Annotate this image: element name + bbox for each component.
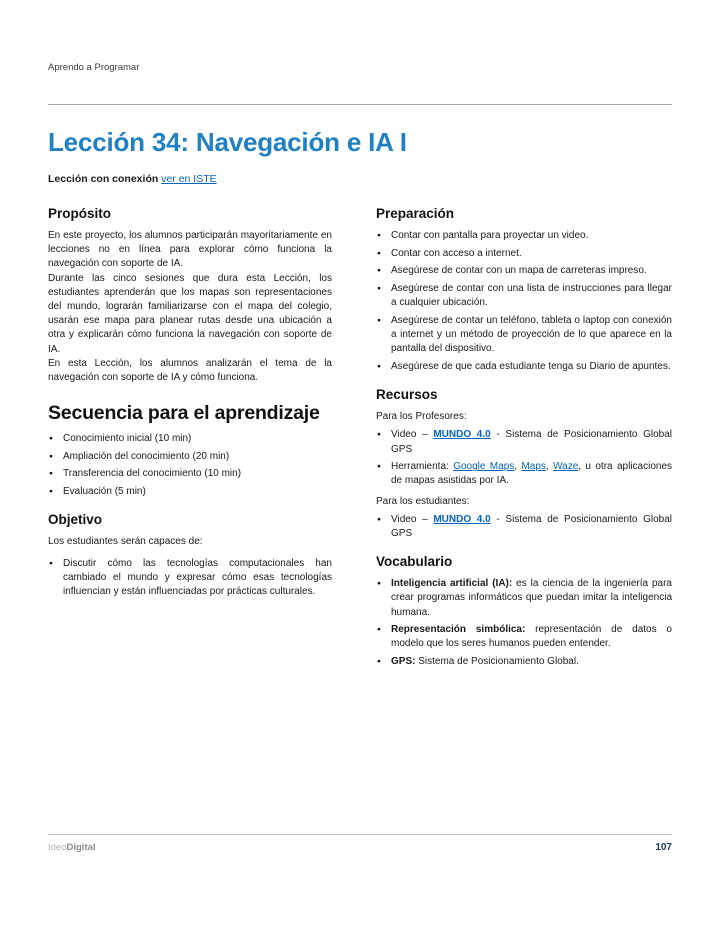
list-item [376,428,672,456]
program-label: Aprendo a Programar [48,62,140,73]
list-item: ● Asegúrese de que cada estudiante tenga su Diario de apuntes. [376,360,672,374]
recursos-teachers-list [376,428,672,488]
list-item: ● Conocimiento inicial (10 min) [48,432,332,446]
preparacion-list [376,229,672,374]
link[interactable]: MUNDO 4.0 [433,513,491,525]
list-item [376,655,672,669]
two-column-layout [48,206,672,673]
iste-link[interactable]: ver en ISTE [161,173,217,185]
connection-label: Lección con conexión [48,173,159,185]
list-item: ● Asegúrese de contar con una lista de instrucciones para llegar a cualquier ubicación. [376,282,672,310]
proposito-heading: Propósito [48,206,111,221]
text-segment: Video – [391,429,434,441]
list-item: ● Transferencia del conocimiento (10 min) [48,467,332,481]
link[interactable]: Waze [553,461,579,473]
right-column [376,206,672,673]
text-segment: , [545,461,554,473]
vocabulario-list [376,577,672,669]
text-segment: - Sistema de Posicionamiento Global GPS [391,513,673,539]
link[interactable]: Google Maps [453,461,515,473]
objetivo-heading: Objetivo [48,512,103,528]
link[interactable]: MUNDO 4.0 [433,429,491,441]
vocabulario-heading: Vocabulario [376,554,453,570]
recursos-students-list [376,513,672,541]
paragraph: Durante las cinco sesiones que dura esta Lección, los estudiantes aprenderán que los mapas son representaciones del mundo, lograrán familiarizarse con el mapa del colegio, usarán ese mapa para planear rutas desde una ubicación a otra y explicarán cómo funciona la navegación con soporte de IA. [48,272,332,355]
list-item: ● Asegúrese de contar con un mapa de carreteras impreso. [376,264,672,278]
text-segment: - Sistema de Posicionamiento Global GPS [391,429,673,455]
text-segment: es la ciencia de la ingeniería para crear programas informáticos que puedan imitar la inteligencia humana. [391,578,672,618]
term: Representación simbólica: [391,624,526,636]
list-item: ● Ampliación del conocimiento (20 min) [48,450,332,464]
list-item [376,513,672,541]
page-footer [48,834,672,853]
list-item: ● Contar con acceso a internet. [376,247,672,261]
term: GPS: [391,656,416,668]
page-title: Lección 34: Navegación e IA I [48,127,407,157]
objetivo-list [48,557,332,600]
link[interactable]: Maps [521,461,546,473]
list-item [376,577,672,620]
objetivo-intro: Los estudiantes serán capaces de: [48,536,203,548]
left-column [48,206,332,673]
brand-light-part: Ideo [48,842,67,853]
recursos-teachers-label: Para los Profesores: [376,411,467,423]
brand-logo [48,842,96,853]
text-segment: Video – [391,513,434,525]
list-item: ● Evaluación (5 min) [48,485,332,499]
secuencia-list [48,432,332,499]
list-item: ● Discutir cómo las tecnologías computacionales han cambiado el mundo y expresar cómo esas tecnologías influencian y están influenciadas por prácticas culturales. [48,557,332,600]
list-item: ● Contar con pantalla para proyectar un video. [376,229,672,243]
connection-line [48,173,672,185]
text-segment: Sistema de Posicionamiento Global. [415,656,579,668]
recursos-heading: Recursos [376,387,438,403]
recursos-students-label: Para los estudiantes: [376,495,470,507]
term: Inteligencia artificial (IA): [391,578,513,590]
text-segment: , u otra aplicaciones de mapas asistidas por IA. [391,461,673,487]
list-item: ● Asegúrese de contar un teléfono, tableta o laptop con conexión a internet y un método de proyección de lo que aparece en la pantalla del dispositivo. [376,314,672,357]
list-item [376,623,672,651]
page-number: 107 [655,842,672,853]
text-segment: representación de datos o modelo que los seres humanos pueden entender. [391,624,672,650]
paragraph: En esta Lección, los alumnos analizarán el tema de la navegación con soporte de IA y cómo funciona. [48,357,332,383]
proposito-body [48,229,332,385]
brand-bold-part: Digital [66,842,96,853]
text-segment: , [514,461,522,473]
preparacion-heading: Preparación [376,206,455,221]
paragraph: En este proyecto, los alumnos participarán mayoritariamente en lecciones no en línea para explorar cómo funciona la navegación con soporte de IA. [48,230,332,270]
text-segment: Herramienta: [391,461,454,473]
secuencia-heading: Secuencia para el aprendizaje [48,402,320,425]
header-divider [48,104,672,105]
list-item [376,460,672,488]
